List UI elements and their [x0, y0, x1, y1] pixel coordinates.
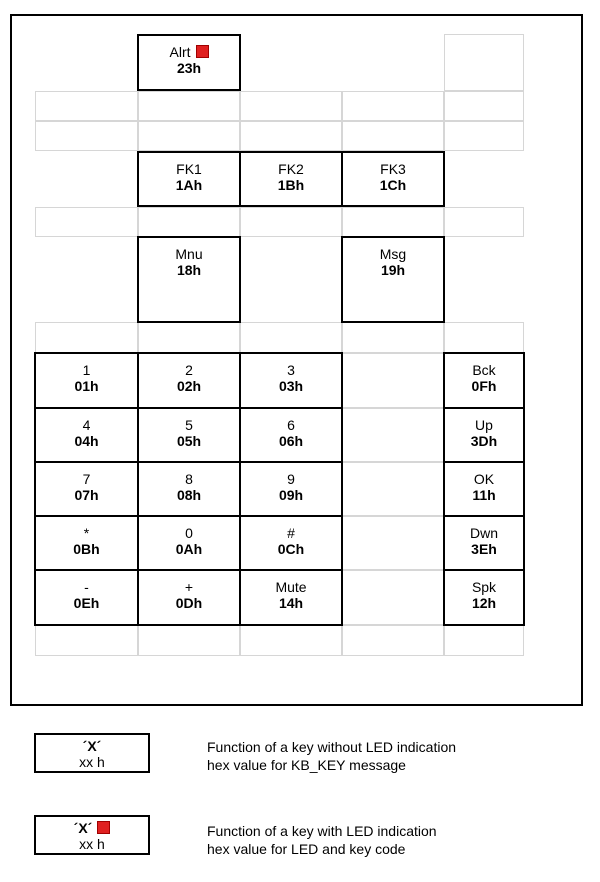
key-8[interactable] [137, 461, 241, 517]
key-6-code: 06h [278, 433, 304, 449]
mnu-key-label: Mnu [175, 246, 203, 262]
grid-cell [138, 625, 240, 656]
grid-cell [35, 207, 138, 237]
fk2-key-label: FK2 [278, 161, 304, 177]
spk-key-label: Spk [471, 579, 497, 595]
legend-description-without-led [207, 738, 587, 774]
key-4[interactable] [34, 407, 139, 463]
fk3-key[interactable] [341, 151, 445, 207]
up-key-code: 3Dh [470, 433, 498, 449]
grid-cell [342, 91, 444, 121]
plus-key-code: 0Dh [175, 595, 203, 611]
star-key-code: 0Bh [73, 541, 100, 557]
grid-cell [342, 625, 444, 656]
fk1-key-code: 1Ah [175, 177, 203, 193]
minus-key-code: 0Eh [73, 595, 100, 611]
plus-key[interactable] [137, 569, 241, 626]
fk1-key-label: FK1 [176, 161, 202, 177]
grid-cell [35, 91, 138, 121]
hash-key-label: # [287, 525, 295, 541]
key-3-label: 3 [287, 362, 295, 378]
legend-line-2: hex value for KB_KEY message [207, 757, 406, 773]
fk2-key-code: 1Bh [277, 177, 305, 193]
alrt-key-code: 23h [176, 60, 202, 76]
grid-cell [342, 462, 444, 516]
key-6[interactable] [239, 407, 343, 463]
key-7-label: 7 [82, 471, 91, 487]
grid-cell [342, 121, 444, 151]
led-indicator-icon [97, 821, 110, 834]
fk3-key-code: 1Ch [379, 177, 407, 193]
key-1-code: 01h [74, 378, 99, 394]
alrt-key[interactable] [137, 34, 241, 91]
plus-key-label: + [184, 579, 194, 595]
key-2-code: 02h [176, 378, 202, 394]
grid-cell [138, 91, 240, 121]
grid-cell [444, 207, 524, 237]
grid-cell [342, 408, 444, 462]
fk2-key[interactable] [239, 151, 343, 207]
mute-key[interactable] [239, 569, 343, 626]
spk-key-code: 12h [471, 595, 497, 611]
key-9[interactable] [239, 461, 343, 517]
key-9-label: 9 [287, 471, 295, 487]
key-5-label: 5 [185, 417, 193, 433]
alrt-key-label: Alrt [169, 44, 191, 60]
legend-line-1: Function of a key with LED indication [207, 823, 437, 839]
legend-symbol: ´X´ [73, 820, 93, 836]
key-6-label: 6 [287, 417, 295, 433]
key-7-code: 07h [74, 487, 99, 503]
ok-key[interactable] [443, 461, 525, 517]
key-8-code: 08h [176, 487, 202, 503]
grid-cell [138, 207, 240, 237]
key-8-label: 8 [185, 471, 193, 487]
hash-key-code: 0Ch [277, 541, 305, 557]
fk1-key[interactable] [137, 151, 241, 207]
msg-key-code: 19h [380, 262, 406, 278]
star-key[interactable] [34, 515, 139, 571]
bck-key[interactable] [443, 352, 525, 409]
key-5-code: 05h [176, 433, 202, 449]
legend-line-2: hex value for LED and key code [207, 841, 406, 857]
mute-key-label: Mute [275, 579, 307, 595]
grid-cell [444, 625, 524, 656]
key-7[interactable] [34, 461, 139, 517]
bck-key-code: 0Fh [471, 378, 497, 394]
key-4-code: 04h [74, 433, 99, 449]
key-2[interactable] [137, 352, 241, 409]
up-key-label: Up [475, 417, 493, 433]
key-3-code: 03h [278, 378, 304, 394]
grid-cell [444, 121, 524, 151]
grid-cell [342, 570, 444, 625]
legend-line-1: Function of a key without LED indication [207, 739, 457, 755]
mute-key-code: 14h [278, 595, 304, 611]
key-3[interactable] [239, 352, 343, 409]
grid-cell [35, 322, 138, 353]
grid-cell [444, 91, 524, 121]
legend-key-with-led [34, 815, 150, 855]
ok-key-label: OK [473, 471, 495, 487]
grid-cell [138, 322, 240, 353]
fk3-key-label: FK3 [380, 161, 406, 177]
legend-key-without-led [34, 733, 150, 773]
key-1[interactable] [34, 352, 139, 409]
grid-cell [240, 625, 342, 656]
legend-symbol: ´X´ [82, 738, 102, 754]
spk-key[interactable] [443, 569, 525, 626]
led-indicator-icon [196, 45, 209, 58]
grid-cell [35, 625, 138, 656]
grid-cell [444, 34, 524, 91]
grid-cell [342, 353, 444, 408]
key-2-label: 2 [185, 362, 193, 378]
grid-cell [342, 322, 444, 353]
legend-description-with-led [207, 822, 587, 858]
mnu-key-code: 18h [176, 262, 202, 278]
grid-cell [138, 121, 240, 151]
dwn-key[interactable] [443, 515, 525, 571]
dwn-key-label: Dwn [469, 525, 498, 541]
minus-key[interactable] [34, 569, 139, 626]
key-5[interactable] [137, 407, 241, 463]
up-key[interactable] [443, 407, 525, 463]
legend-value: xx h [79, 836, 105, 852]
minus-key-label: - [84, 579, 89, 595]
ok-key-code: 11h [472, 487, 496, 503]
bck-key-label: Bck [472, 362, 496, 378]
key-4-label: 4 [82, 417, 91, 433]
key-1-label: 1 [82, 362, 91, 378]
grid-cell [342, 516, 444, 570]
key-9-code: 09h [278, 487, 304, 503]
grid-cell [240, 121, 342, 151]
grid-cell [240, 322, 342, 353]
grid-cell [240, 91, 342, 121]
key-0-label: 0 [185, 525, 193, 541]
msg-key[interactable] [341, 236, 445, 323]
star-key-label: * [83, 525, 90, 541]
legend-value: xx h [79, 754, 105, 770]
grid-cell [342, 207, 444, 237]
key-0-code: 0Ah [175, 541, 203, 557]
msg-key-label: Msg [379, 246, 407, 262]
grid-cell [240, 207, 342, 237]
mnu-key[interactable] [137, 236, 241, 323]
grid-cell [444, 322, 524, 353]
key-0[interactable] [137, 515, 241, 571]
dwn-key-code: 3Eh [471, 541, 497, 557]
hash-key[interactable] [239, 515, 343, 571]
grid-cell [35, 121, 138, 151]
